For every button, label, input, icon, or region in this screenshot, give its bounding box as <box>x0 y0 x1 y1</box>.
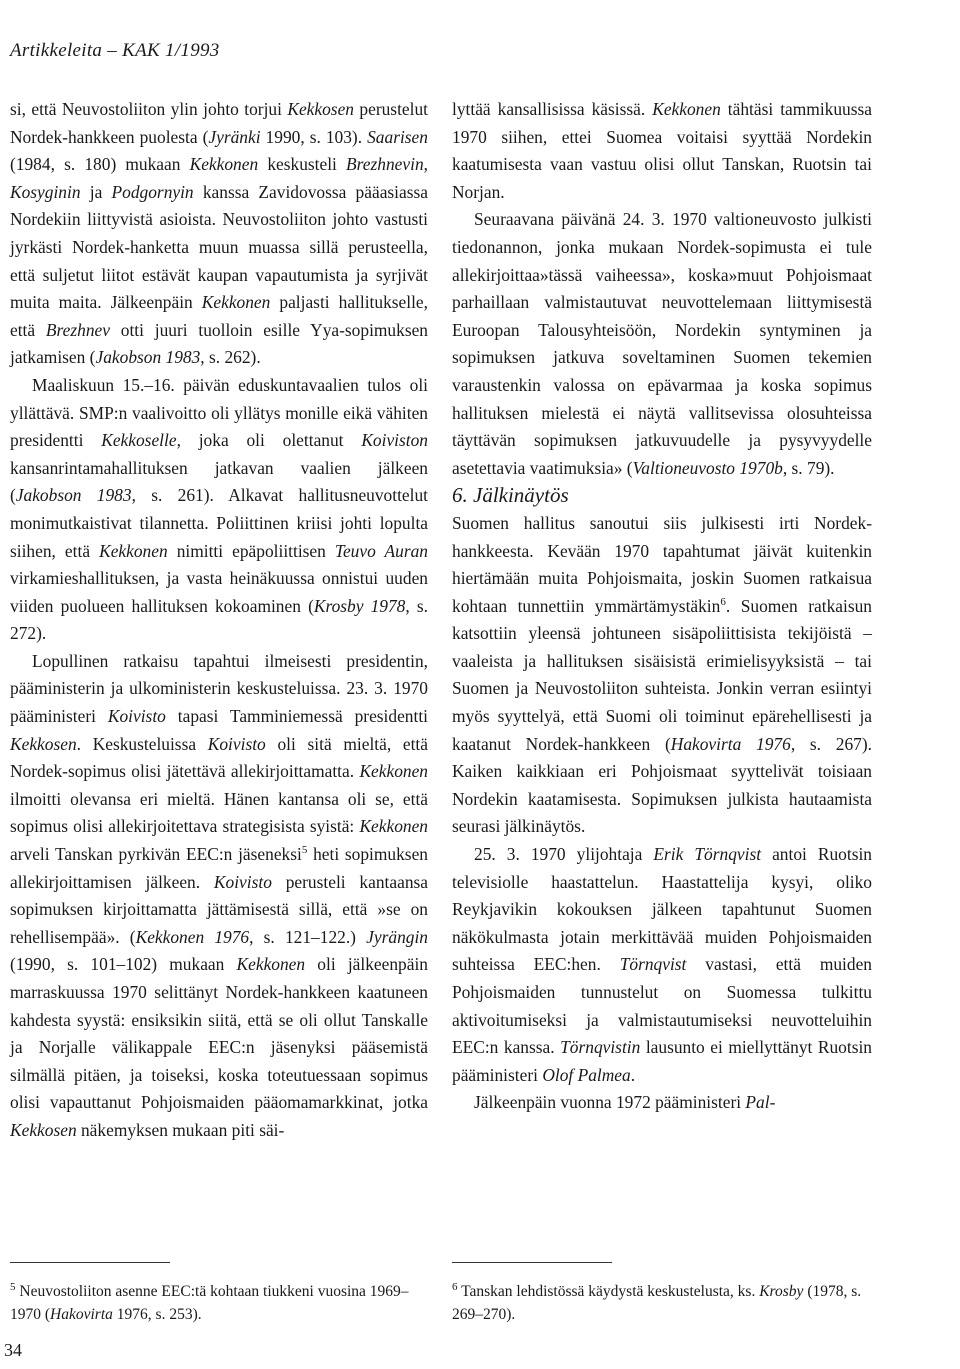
right-column <box>452 96 872 1117</box>
paragraph: Suomen hallitus sanoutui siis julkisesti irti Nordek-hankkeesta. Kevään 1970 tapahtumat jäivät kuitenkin hiertämään muita Pohjoismaita, joskin Suomen ratkaisua kohtaan tunnettiin ymmärtämystäkin$^6$. Suomen ratkaisun katsottiin yleensä johtuneen sisäpoliittisista tekijöistä – vaaleista ja hallituksen sisäisistä erimielisyyksistä – tai Suomen ja Neuvostoliiton suhteista. Jonkin verran esiintyi myös syyttelyä, että Suomi oli toiminut epärehellisesti ja kaatanut Nordek-hankkeen (Hakovirta 1976, s. 267). Kaiken kaikkiaan eri Pohjoismaat syyttelivät toisiaan Nordekin kaatamisesta. Sopimuksen julkista hautaamista seurasi jälkinäytös. <box>452 512 872 837</box>
running-header: Artikkeleita – KAK 1/1993 <box>10 40 220 61</box>
paragraph: si, että Neuvostoliiton ylin johto torjui Kekkosen perustelut Nordek-hankkeen puolesta (Jyränki 1990, s. 103). Saarisen (1984, s. 180) mukaan Kekkonen keskusteli Brezhnevin, Kosyginin ja Podgornyin kanssa Zavidovossa pääasiassa Nordekiin liittyvistä asioista. Neuvostoliiton johto vastusti jyrkästi Nordek-hanketta muun muassa sillä perusteella, että suljetut liitot estävät kaupan vapautumista ja syrjivät muita maita. Jälkeenpäin Kekkonen paljasti hallitukselle, että Brezhnev otti juuri tuolloin esille Yya-sopimuksen jatkamisen (Jakobson 1983, s. 262). <box>10 99 428 368</box>
paragraph: Seuraavana päivänä 24. 3. 1970 valtioneuvosto julkisti tiedonannon, jonka mukaan Nordek-sopimusta ei tule allekirjoittaa»tässä vaiheessa», koska»muut Pohjoismaat parhaillaan valmistautuvat neuvottelemaan liittymisestä Euroopan Talousyhteisöön, Nordekin syntyminen ja sopimuksen jatkuva soveltaminen Suomen tekemien varaustenkin valossa on epävarmaa ja koska sopimus hallituksen mielestä ei näytä vallitsevissa olosuhteissa täyttävän sopimuksen jatkuvuudelle ja pysyvyydelle asetettavia vaatimuksia» (Valtioneuvosto 1970b, s. 79). <box>452 209 872 478</box>
right-paragraphs-bottom <box>452 510 872 1117</box>
page-number: 34 <box>4 1340 22 1360</box>
paragraph: Lopullinen ratkaisu tapahtui ilmeisesti presidentin, pääministerin ja ulkoministerin keskusteluissa. 23. 3. 1970 pääministeri Koivisto tapasi Tamminiemessä presidentti Kekkosen. Keskusteluissa Koivisto oli sitä mieltä, että Nordek-sopimus olisi jätettävä allekirjoittamatta. Kekkonen ilmoitti olevansa eri mieltä. Hänen kantansa oli se, että sopimus olisi allekirjoitettava strategisista syistä: Kekkonen arveli Tanskan pyrkivän EEC:n jäseneksi$^5$ heti sopimuksen allekirjoittamisen jälkeen. Koivisto perusteli kantaansa sopimuksen kirjoittamatta jättämisestä sillä, että »se on rehellisempää». (Kekkonen 1976, s. 121–122.) Jyrängin (1990, s. 101–102) mukaan Kekkonen oli jälkeenpäin marraskuussa 1970 selittänyt Nordek-hankkeen kaatuneen kahdesta syystä: ensiksikin siitä, että se oli ollut Tanskalle ja Norjalle välikappale EEC:n jäsenyksi pääsemistä silmällä pitäen, ja toiseksi, koska toteutuessaan sopimus olisi vapauttanut Pohjoismaiden pääomamarkkinat, jotka Kekkosen näkemyksen mukaan piti säi- <box>10 650 428 1140</box>
right-paragraphs-top <box>452 96 872 482</box>
paragraph: 25. 3. 1970 ylijohtaja Erik Törnqvist antoi Ruotsin televisiolle haastattelun. Haastattelija kysyi, oliko Reykjavikin kokouksen jälkeen tapahtunut Suomen näkökulmasta jotain merkittävää muiden Pohjoismaiden suhteissa EEC:hen. Törnqvist vastasi, että muiden Pohjoismaiden tunnustelut on Suomessa tulkittu aktivoitumiseksi ja valmistautumiseksi neuvotteluihin EEC:n kanssa. Törnqvistin lausunto ei miellyttänyt Ruotsin pääministeri Olof Palmea. <box>452 844 873 1085</box>
footnote-rule-right <box>452 1262 612 1263</box>
footnote-5: $^5$ Neuvostoliiton asenne EEC:tä kohtaan tiukkeni vuosina 1969–1970 (Hakovirta 1976, s. 253). <box>10 1280 409 1323</box>
left-column <box>10 96 428 1145</box>
section-title: 6. Jälkinäytös <box>452 483 569 508</box>
paragraph: Maaliskuun 15.–16. päivän eduskuntavaalien tulos oli yllättävä. SMP:n vaalivoitto oli yllätys monille eikä vähiten presidentti Kekkoselle, joka oli olettanut Koiviston kansanrintamahallituksen jatkavan vaalien jälkeen (Jakobson 1983, s. 261). Alkavat hallitusneuvottelut monimutkaistivat tilannetta. Poliittinen kriisi johti lopulta siihen, että Kekkonen nimitti epäpoliittisen Teuvo Auran virkamieshallituksen, ja vasta heinäkuussa onnistui uuden viiden puolueen hallituksen kokoaminen (Krosby 1978, s. 272). <box>10 374 429 644</box>
left-paragraphs <box>10 96 428 1145</box>
paragraph: Jälkeenpäin vuonna 1972 pääministeri Pal- <box>474 1092 776 1113</box>
footnote-6: $^6$ Tanskan lehdistössä käydystä keskustelusta, ks. Krosby (1978, s. 269–270). <box>452 1280 862 1323</box>
footnote-rule-left <box>10 1262 170 1263</box>
paragraph: lyttää kansallisissa käsissä. Kekkonen tähtäsi tammikuussa 1970 siihen, ettei Suomea voitaisi syyttää Nordekin kaatumisesta vaan vastuu olisi ollut Tanskan, Ruotsin tai Norjan. <box>452 99 872 202</box>
